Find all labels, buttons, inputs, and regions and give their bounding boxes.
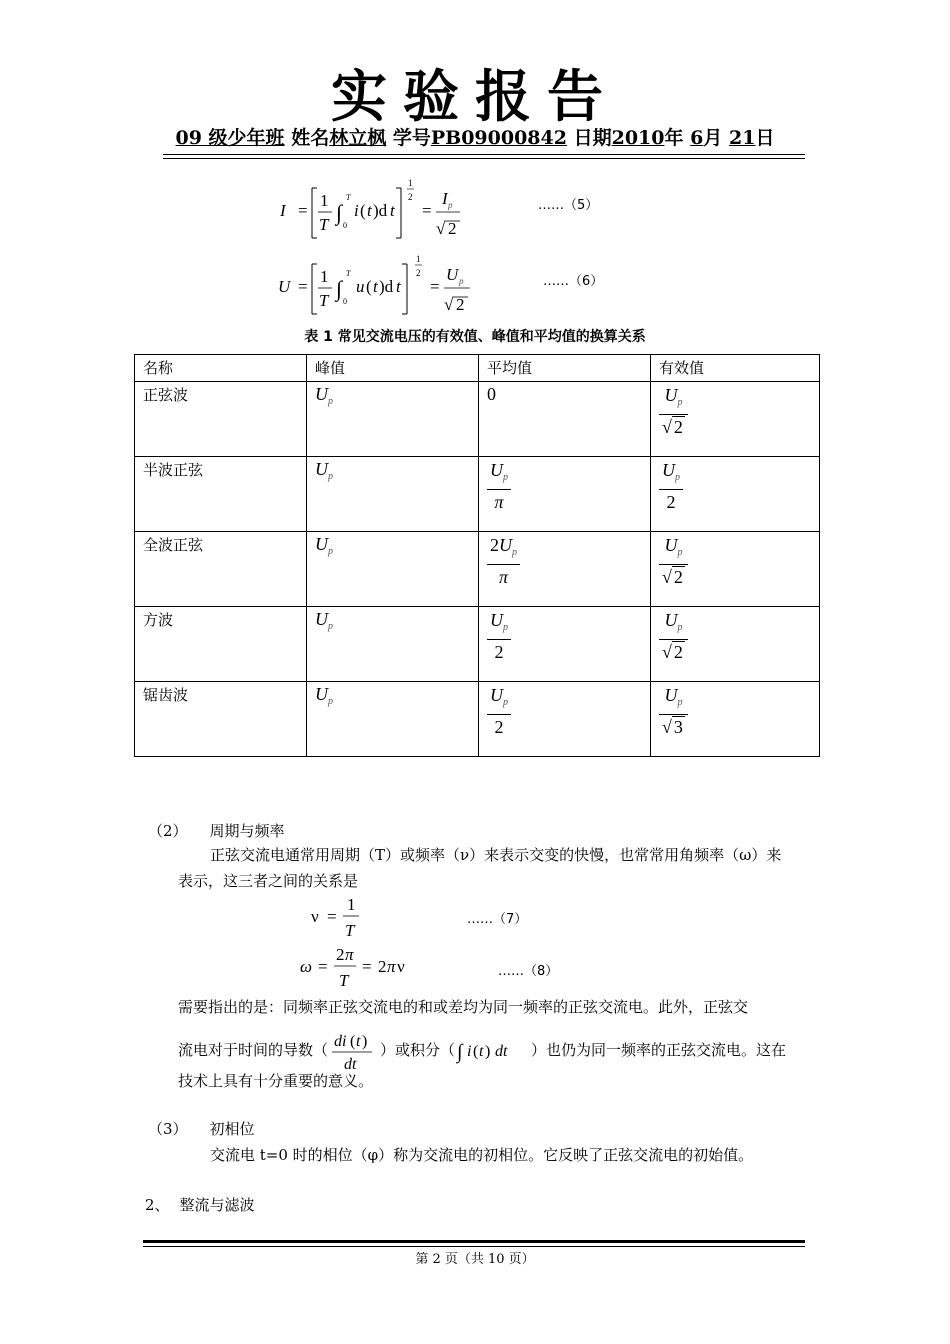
date-label: 日期	[573, 127, 612, 149]
equation-7-label: ……（7）	[467, 912, 528, 927]
svg-text:)d: )d	[373, 201, 388, 220]
svg-text:=: =	[298, 201, 308, 220]
header-name: 名称	[135, 355, 307, 382]
para2-line2-part2: ）或积分（	[380, 1041, 456, 1059]
rms-value: $\frac{U_p}{√ 3}$	[651, 682, 820, 757]
table-row	[135, 532, 820, 607]
footer-rule	[143, 1240, 805, 1243]
equation-8-label: ……（8）	[498, 964, 559, 979]
svg-text:): )	[485, 1043, 491, 1060]
svg-text:∫: ∫	[336, 276, 343, 301]
rms-value: $\frac{U_p}{2}$	[651, 457, 820, 532]
section-2-title: 周期与频率	[209, 822, 285, 840]
table-row	[135, 382, 820, 457]
svg-text:U: U	[446, 265, 459, 284]
svg-text:t: t	[396, 277, 401, 296]
svg-text:=: =	[298, 277, 308, 296]
svg-text:T: T	[319, 291, 329, 310]
svg-text:(: (	[366, 277, 372, 296]
svg-text:=: =	[430, 277, 440, 296]
svg-text:t: t	[367, 201, 372, 220]
peak-value: $U_p$	[307, 457, 479, 532]
svg-text:2: 2	[336, 945, 345, 964]
row-name: 半波正弦	[135, 457, 307, 532]
average-value: 0	[479, 382, 651, 457]
equation-6	[270, 250, 490, 320]
student-name: 林立枫	[329, 127, 387, 149]
svg-text:p: p	[459, 276, 464, 286]
section-3-heading	[148, 1116, 255, 1142]
table-row	[135, 607, 820, 682]
svg-text:2: 2	[456, 295, 465, 314]
rms-value: $\frac{U_p}{√ 2}$	[651, 382, 820, 457]
svg-text:2: 2	[378, 957, 387, 976]
svg-text:)d: )d	[379, 277, 394, 296]
header-rms: 有效值	[651, 355, 820, 382]
month-unit: 月	[703, 127, 723, 149]
report-title: 实验报告	[331, 64, 619, 130]
svg-text:U: U	[278, 277, 291, 296]
svg-text:1: 1	[320, 191, 329, 210]
svg-text:0: 0	[343, 221, 347, 230]
section-2-para1-line1: 正弦交流电通常用周期（T）或频率（ν）来表示交变的快慢，也常常用角频率（ω）来	[210, 846, 782, 864]
svg-text:): )	[362, 1033, 368, 1050]
svg-text:u: u	[356, 277, 365, 296]
peak-value: $U_p$	[307, 607, 479, 682]
header-peak: 峰值	[307, 355, 479, 382]
svg-text:I: I	[442, 189, 448, 208]
svg-text:T: T	[346, 193, 351, 202]
svg-text:=: =	[422, 201, 432, 220]
average-value: $\frac{2U_p}{\pi}$	[479, 532, 651, 607]
svg-text:(: (	[473, 1043, 479, 1060]
footer-rule-2	[143, 1246, 805, 1247]
svg-text:π: π	[387, 957, 396, 976]
svg-text:T: T	[319, 215, 329, 234]
svg-text:2: 2	[416, 268, 421, 278]
para2-line2-part1: 流电对于时间的导数（	[178, 1041, 329, 1059]
header-average: 平均值	[479, 355, 651, 382]
peak-value: $U_p$	[307, 532, 479, 607]
svg-text:dt: dt	[495, 1043, 508, 1060]
svg-text:ν: ν	[311, 907, 319, 926]
section-next-title: 整流与滤波	[179, 1196, 255, 1214]
svg-text:2: 2	[408, 192, 413, 202]
svg-text:dt: dt	[344, 1056, 357, 1073]
section-2-para2-line1: 需要指出的是：同频率正弦交流电的和或差均为同一频率的正弦交流电。此外，正弦交	[178, 998, 749, 1016]
svg-text:π: π	[345, 945, 354, 964]
svg-text:1: 1	[416, 254, 421, 264]
rms-value: $\frac{U_p}{√ 2}$	[651, 532, 820, 607]
equation-5	[270, 176, 480, 246]
svg-text:I: I	[280, 201, 286, 220]
equation-7	[305, 892, 385, 944]
year-unit: 年	[664, 127, 684, 149]
section-2-para2-line3: 技术上具有十分重要的意义。	[178, 1072, 374, 1090]
svg-text:i: i	[354, 201, 359, 220]
svg-text:T: T	[339, 971, 349, 990]
report-info-line	[0, 124, 950, 152]
svg-text:√: √	[444, 295, 454, 314]
peak-value: $U_p$	[307, 682, 479, 757]
section-next-heading	[145, 1192, 255, 1218]
section-3-number: （3）	[148, 1120, 188, 1138]
section-2-para1-line2: 表示，这三者之间的关系是	[178, 872, 359, 890]
average-value: $\frac{U_p}{\pi}$	[479, 457, 651, 532]
svg-text:1: 1	[408, 178, 413, 188]
section-2-heading	[148, 818, 285, 844]
date-month: 6	[690, 127, 704, 149]
section-2-number: （2）	[148, 822, 188, 840]
svg-text:2: 2	[448, 219, 457, 238]
svg-text:p: p	[448, 200, 453, 210]
svg-text:di: di	[334, 1033, 347, 1050]
svg-text:t: t	[479, 1043, 484, 1060]
svg-text:∫: ∫	[336, 200, 343, 225]
svg-text:1: 1	[320, 267, 329, 286]
svg-text:√: √	[436, 219, 446, 238]
average-value: $\frac{U_p}{2}$	[479, 607, 651, 682]
svg-text:ω: ω	[300, 957, 313, 976]
equation-8	[296, 942, 426, 994]
table-row	[135, 457, 820, 532]
svg-text:(: (	[350, 1033, 356, 1050]
header-rule-2	[163, 158, 805, 159]
row-name: 锯齿波	[135, 682, 307, 757]
header-rule	[163, 154, 805, 155]
row-name: 正弦波	[135, 382, 307, 457]
svg-text:1: 1	[347, 895, 356, 914]
day-unit: 日	[755, 127, 775, 149]
class-name: 09 级少年班	[175, 127, 285, 149]
svg-text:=: =	[318, 957, 328, 976]
svg-text:=: =	[327, 907, 337, 926]
equation-5-label: ……（5）	[538, 198, 599, 213]
svg-text:t: t	[390, 201, 395, 220]
svg-text:i: i	[467, 1043, 472, 1060]
integral-expression	[455, 1036, 531, 1066]
svg-text:t: t	[356, 1033, 361, 1050]
page-number: 第 2 页（共 10 页）	[415, 1252, 535, 1267]
svg-text:(: (	[360, 201, 366, 220]
svg-text:T: T	[345, 921, 355, 940]
section-next-number: 2、	[145, 1196, 170, 1214]
section-3-para: 交流电 t=0 时的相位（φ）称为交流电的初相位。它反映了正弦交流电的初始值。	[210, 1146, 754, 1164]
id-label: 学号	[392, 127, 431, 149]
row-name: 全波正弦	[135, 532, 307, 607]
average-value: $\frac{U_p}{2}$	[479, 682, 651, 757]
equation-6-label: ……（6）	[543, 274, 604, 289]
date-year: 2010	[611, 127, 665, 149]
table-caption: 表 1 常见交流电压的有效值、峰值和平均值的换算关系	[304, 329, 646, 345]
svg-text:0: 0	[343, 297, 347, 306]
svg-text:=: =	[362, 957, 372, 976]
row-name: 方波	[135, 607, 307, 682]
name-label: 姓名	[291, 127, 330, 149]
svg-text:ν: ν	[397, 957, 405, 976]
svg-text:∫: ∫	[457, 1041, 463, 1063]
para2-line2-part3: ）也仍为同一频率的正弦交流电。这在	[531, 1041, 787, 1059]
table-row	[135, 682, 820, 757]
date-day: 21	[729, 127, 756, 149]
svg-text:t: t	[373, 277, 378, 296]
rms-value: $\frac{U_p}{√ 2}$	[651, 607, 820, 682]
section-3-title: 初相位	[209, 1120, 255, 1138]
peak-value: $U_p$	[307, 382, 479, 457]
conversion-table	[134, 354, 820, 757]
student-id: PB09000842	[430, 127, 567, 149]
table-header-row	[135, 355, 820, 382]
svg-text:T: T	[346, 269, 351, 278]
